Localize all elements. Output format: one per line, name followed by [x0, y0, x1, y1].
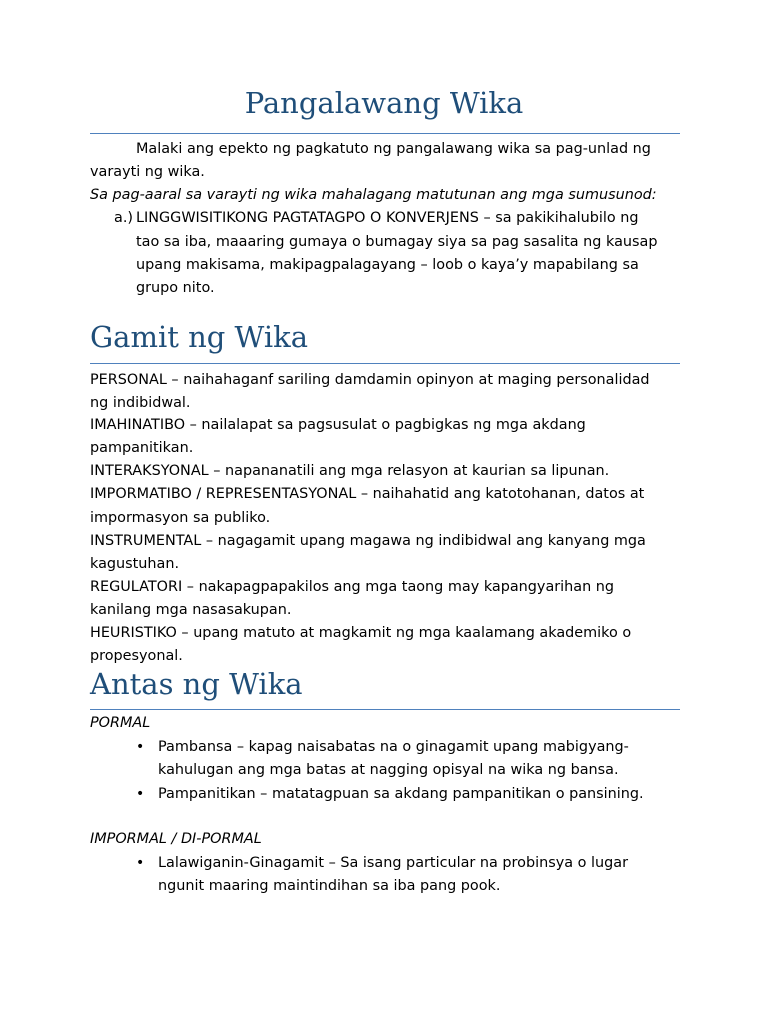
- impormatibo-line-1: [90, 483, 644, 506]
- imahinatibo-line-1: [90, 414, 586, 437]
- list-item-line-2: tao sa iba, maaaring gumaya o bumagay siya sa pag sasalita ng kausap: [136, 234, 658, 250]
- intro-italic-line: Sa pag-aaral sa varayti ng wika mahalagang matutunan ang mga sumusunod:: [90, 187, 657, 203]
- list-item-text: – sa pakikihalubilo ng: [478, 210, 639, 226]
- definition-personal: – naihahaganf sariling damdamin opinyon at maging personalidad: [166, 372, 650, 388]
- definition-impormatibo: – naihahatid ang katotohanan, datos at: [356, 486, 645, 502]
- heuristiko-line-1: [90, 622, 631, 645]
- list-item-line-3: upang makisama, makipagpalagayang – loob o kaya’y mapabilang sa: [136, 257, 639, 273]
- heuristiko-line-2: propesyonal.: [90, 648, 183, 664]
- pambansa-line-1: [158, 736, 629, 759]
- instrumental-line-1: [90, 530, 646, 553]
- term-impormatibo: IMPORMATIBO / REPRESENTASYONAL: [90, 486, 357, 502]
- term-pambansa: Pambansa: [158, 739, 233, 755]
- intro-line-1: Malaki ang epekto ng pagkatuto ng pangalawang wika sa pag-unlad ng: [136, 141, 651, 157]
- lalawiganin-line-2: ngunit maaring maintindihan sa iba pang pook.: [158, 878, 501, 894]
- intro-line-2: varayti ng wika.: [90, 164, 205, 180]
- interaksyonal-line: [90, 460, 609, 483]
- list-item-marker: a.): [114, 210, 134, 226]
- regulatori-line-2: kanilang mga nasasakupan.: [90, 602, 292, 618]
- bullet-icon: •: [136, 739, 145, 755]
- antas-divider: [90, 709, 680, 710]
- definition-lalawiganin: – Sa isang particular na probinsya o lugar: [324, 855, 628, 871]
- impormal-label: IMPORMAL / DI-PORMAL: [90, 831, 262, 847]
- page-title: Pangalawang Wika: [244, 86, 524, 120]
- term-imahinatibo: IMAHINATIBO: [90, 417, 186, 433]
- instrumental-line-2: kagustuhan.: [90, 556, 180, 572]
- term-pampanitikan: Pampanitikan: [158, 786, 256, 802]
- definition-interaksyonal: – napananatili ang mga relasyon at kaurian sa lipunan.: [208, 463, 610, 479]
- section-heading-antas: Antas ng Wika: [90, 667, 303, 701]
- lalawiganin-line-1: [158, 852, 628, 875]
- list-item-line-1: [136, 207, 639, 230]
- term-instrumental: INSTRUMENTAL: [90, 533, 202, 549]
- imahinatibo-line-2: pampanitikan.: [90, 440, 194, 456]
- gamit-divider: [90, 363, 680, 364]
- definition-instrumental: – nagagamit upang magawa ng indibidwal ang kanyang mga: [201, 533, 646, 549]
- term-personal: PERSONAL: [90, 372, 167, 388]
- term-lalawiganin: Lalawiganin-Ginagamit: [158, 855, 325, 871]
- personal-line-2: ng indibidwal.: [90, 395, 191, 411]
- pambansa-line-2: kahulugan ang mga batas at nagging opisyal na wika ng bansa.: [158, 762, 619, 778]
- personal-line-1: [90, 369, 650, 392]
- pormal-label: PORMAL: [90, 715, 151, 731]
- definition-pambansa: – kapag naisabatas na o ginagamit upang mabigyang-: [232, 739, 629, 755]
- definition-regulatori: – nakapagpapakilos ang mga taong may kapangyarihan ng: [182, 579, 615, 595]
- list-item-term: LINGGWISITIKONG PAGTATAGPO O KONVERJENS: [136, 210, 479, 226]
- section-heading-gamit: Gamit ng Wika: [90, 320, 308, 354]
- list-item-line-4: grupo nito.: [136, 280, 215, 296]
- definition-pampanitikan: – matatagpuan sa akdang pampanitikan o pansining.: [255, 786, 644, 802]
- term-regulatori: REGULATORI: [90, 579, 183, 595]
- bullet-icon: •: [136, 786, 145, 802]
- term-heuristiko: HEURISTIKO: [90, 625, 177, 641]
- definition-heuristiko: – upang matuto at magkamit ng mga kaalamang akademiko o: [176, 625, 632, 641]
- title-divider: [90, 133, 680, 134]
- term-interaksyonal: INTERAKSYONAL: [90, 463, 209, 479]
- pampanitikan-line: [158, 783, 644, 806]
- definition-imahinatibo: – nailalapat sa pagsusulat o pagbigkas ng mga akdang: [185, 417, 586, 433]
- regulatori-line-1: [90, 576, 614, 599]
- impormatibo-line-2: impormasyon sa publiko.: [90, 510, 271, 526]
- bullet-icon: •: [136, 855, 145, 871]
